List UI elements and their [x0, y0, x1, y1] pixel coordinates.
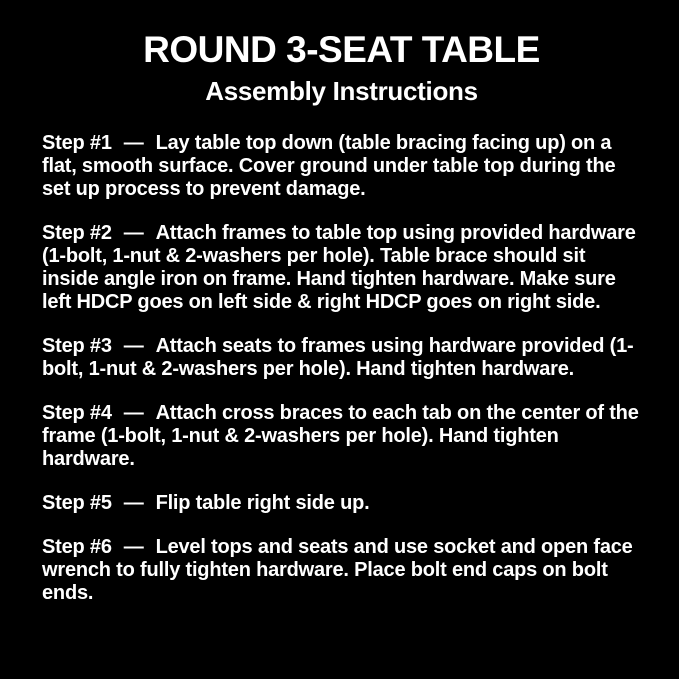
page-title: ROUND 3-SEAT TABLE [143, 29, 540, 70]
step-3 [42, 335, 641, 381]
step-5-text: Flip table right side up. [155, 492, 370, 514]
step-1-dash: — [123, 132, 144, 154]
step-4-label: Step #4 [42, 402, 112, 424]
header [42, 30, 641, 106]
step-3-dash: — [123, 335, 144, 357]
step-6-label: Step #6 [42, 536, 112, 558]
step-4-dash: — [123, 402, 144, 424]
page-subtitle: Assembly Instructions [205, 76, 478, 106]
step-4-text: Attach cross braces to each tab on the center of the frame (1-bolt, 1-nut & 2-washers per hole). Hand tighten hardware. [42, 402, 639, 470]
step-6 [42, 536, 641, 605]
step-2-label: Step #2 [42, 222, 112, 244]
step-3-text: Attach seats to frames using hardware provided (1-bolt, 1-nut & 2-washers per hole). Hand tighten hardware. [42, 335, 634, 380]
step-1 [42, 132, 641, 201]
step-6-text: Level tops and seats and use socket and open face wrench to fully tighten hardware. Place bolt end caps on bolt ends. [42, 536, 633, 604]
step-5 [42, 492, 641, 515]
step-2-text: Attach frames to table top using provided hardware (1-bolt, 1-nut & 2-washers per hole). Table brace should sit inside angle iron on frame. Hand tighten hardware. Make sure left HDCP goes on left side & right HDCP goes on right side. [42, 222, 636, 313]
step-2-dash: — [123, 222, 144, 244]
step-5-label: Step #5 [42, 492, 112, 514]
step-1-text: Lay table top down (table bracing facing up) on a flat, smooth surface. Cover ground under table top during the set up process to prevent damage. [42, 132, 616, 200]
step-6-dash: — [123, 536, 144, 558]
step-4 [42, 402, 641, 471]
step-1-label: Step #1 [42, 132, 112, 154]
step-2 [42, 222, 641, 314]
steps-list [42, 132, 641, 605]
step-3-label: Step #3 [42, 335, 112, 357]
step-5-dash: — [123, 492, 144, 514]
